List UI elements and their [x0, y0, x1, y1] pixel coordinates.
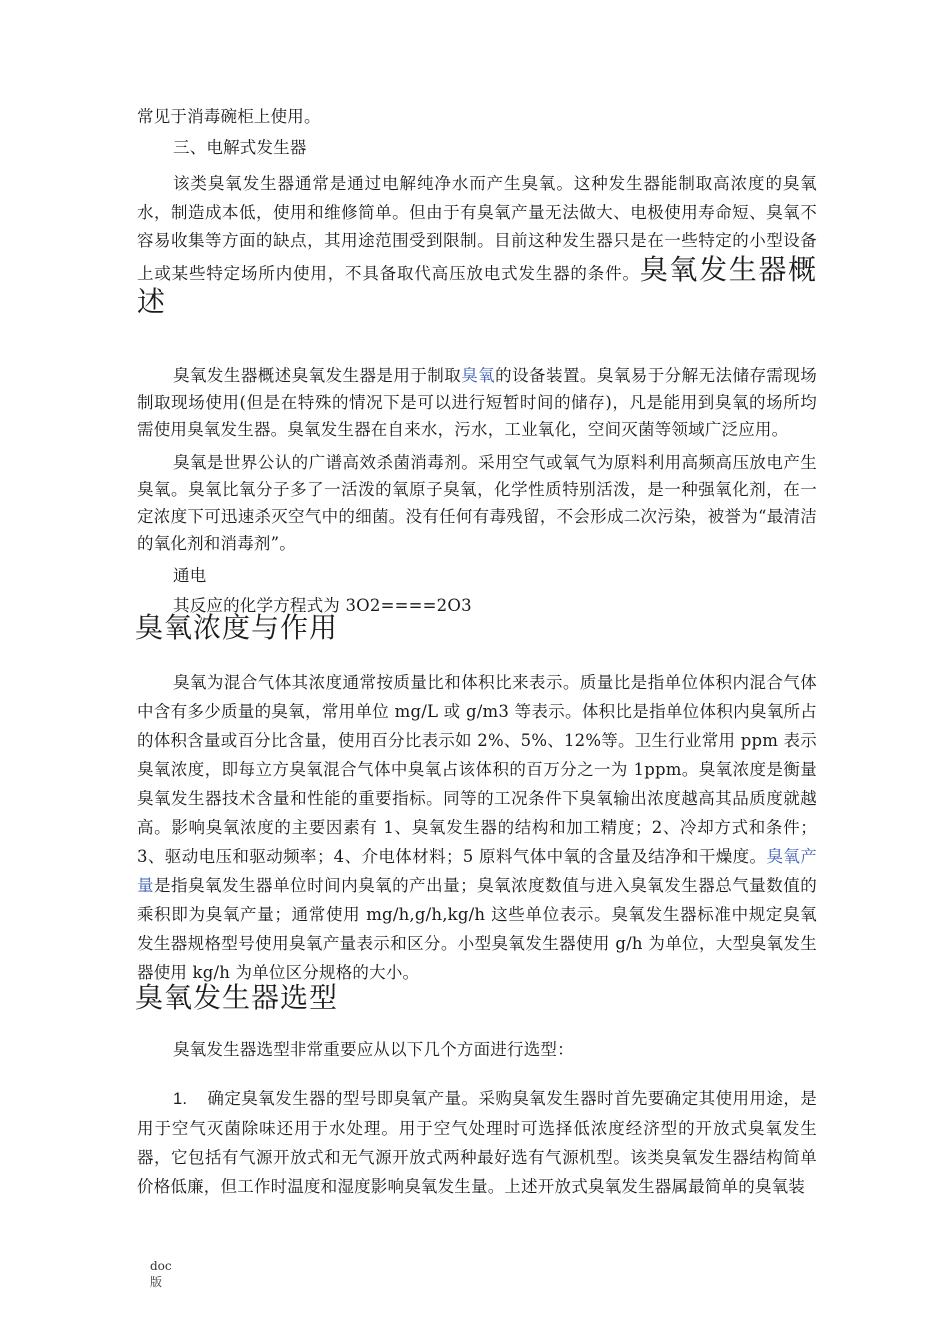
chemical-equation: 其反应的化学方程式为 3O2====2O3 [173, 596, 472, 615]
footer-label [150, 1258, 172, 1290]
ozone-output-link[interactable]: 臭氧产量 [137, 847, 817, 895]
footer-line-2: 版 [150, 1275, 163, 1289]
heading-concentration: 臭氧浓度与作用 [135, 611, 339, 644]
paragraph-text: 臭氧发生器概述臭氧发生器是用于制取 [173, 366, 462, 385]
paragraph-text: 臭氧为混合气体其浓度通常按质量比和体积比来表示。质量比是指单位体积内混合气体中含有多少质量的臭氧，常用单位 mg/L 或 g/m3 等表示。体积比是指单位体积内臭氧所占的体积含量或百分比含量，使用百分比表示如 2%、5%、12%等。卫生行业常用 ppm 表示臭氧浓度，即每立方臭氧混合气体中臭氧占该体积的百万分之一为 1ppm。臭氧浓度是衡量臭氧发生器技术含量和性能的重要指标。同等的工况条件下臭氧输出浓度越高其品质度就越高。影响臭氧浓度的主要因素有 1、臭氧发生器的结构和加工精度；2、冷却方式和条件；3、驱动电压和驱动频率；4、介电体材料；5 原料气体中氧的含量及结净和干燥度。 [137, 673, 817, 866]
selection-item-1 [137, 1084, 817, 1201]
paragraph-text: 确定臭氧发生器的型号即臭氧产量。采购臭氧发生器时首先要确定其使用用途，是用于空气灭菌除味还用于水处理。用于空气处理时可选择低浓度经济型的开放式臭氧发生器，它包括有气源开放式和无气源开放式两种最好选有气源机型。该类臭氧发生器结构简单价格低廉，但工作时温度和湿度影响臭氧发生量。上述开放式臭氧发生器属最简单的臭氧装 [137, 1089, 817, 1196]
heading-selection: 臭氧发生器选型 [135, 981, 339, 1014]
paragraph-text: 该类臭氧发生器通常是通过电解纯净水而产生臭氧。这种发生器能制取高浓度的臭氧水，制造成本低，使用和维修简单。但由于有臭氧产量无法做大、电极使用寿命短、臭氧不容易收集等方面的缺点，其用途范围受到限制。目前这种发生器只是在一些特定的小型设备上或某些特定场所内使用，不具备取代高压放电式发生器的条件。 [137, 174, 817, 283]
paragraph-overview [137, 362, 817, 443]
footer-line-1: doc [150, 1259, 172, 1273]
ozone-link[interactable]: 臭氧 [461, 366, 496, 385]
paragraph-electrolytic [137, 170, 817, 321]
paragraph-text: 是指臭氧发生器单位时间内臭氧的产出量；臭氧浓度数值与进入臭氧发生器总气量数值的乘积即为臭氧产量；通常使用 mg/h,g/h,kg/h 这些单位表示。臭氧发生器标准中规定臭氧发生器规格型号使用臭氧产量表示和区分。小型臭氧发生器使用 g/h 为单位，大型臭氧发生器使用 kg/h 为单位区分规格的大小。 [137, 876, 817, 982]
item-number: 1. [173, 1090, 188, 1108]
text-line-tongdian: 通电 [173, 566, 207, 585]
paragraph-text: 的设备装置。臭氧易于分解无法储存需现场制取现场使用(但是在特殊的情况下是可以进行短暂时间的储存)，凡是能用到臭氧的场所均需使用臭氧发生器。臭氧发生器在自来水，污水，工业氧化，空间灭菌等领域广泛应用。 [137, 366, 818, 439]
selection-intro: 臭氧发生器选型非常重要应从以下几个方面进行选型： [173, 1040, 574, 1059]
paragraph-concentration [137, 668, 817, 987]
heading-overview: 臭氧发生器概述 [137, 252, 817, 318]
paragraph-disinfectant: 臭氧是世界公认的广谱高效杀菌消毒剂。采用空气或氧气为原料利用高频高压放电产生臭氧。臭氧比氧分子多了一活泼的氧原子臭氧，化学性质特别活泼，是一种强氧化剂，在一定浓度下可迅速杀灭空气中的细菌。没有任何有毒残留，不会形成二次污染，被誉为“最清洁的氧化剂和消毒剂”。 [137, 453, 817, 553]
section-subtitle: 三、电解式发生器 [173, 138, 307, 157]
text-line: 常见于消毒碗柜上使用。 [137, 107, 321, 126]
